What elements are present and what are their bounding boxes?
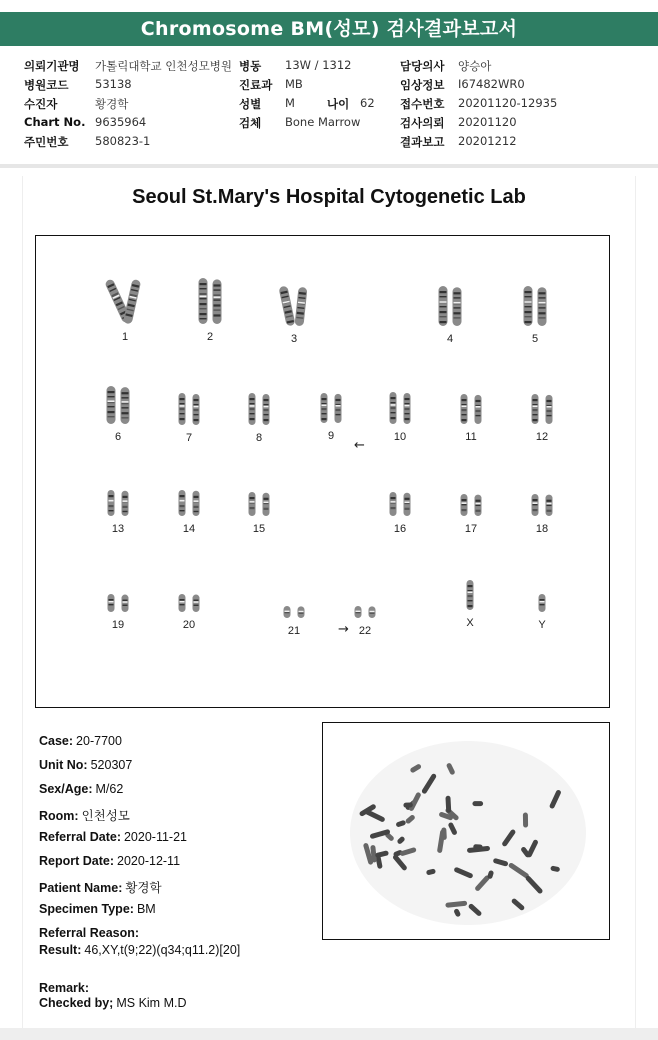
chromosome-pair-18 bbox=[532, 494, 553, 535]
chromosome-label: 1 bbox=[121, 331, 129, 343]
chromosome-label: 15 bbox=[252, 523, 266, 535]
chromosome-label: Y bbox=[538, 619, 546, 631]
chromosome-pair-17 bbox=[461, 494, 482, 535]
referral-date-row: Referral Date: 2020-11-21 bbox=[39, 830, 187, 844]
remark-row: Remark: bbox=[39, 981, 90, 995]
doctor-label: 담당의사 bbox=[400, 59, 445, 73]
clinical-label: 임상정보 bbox=[400, 78, 445, 92]
chromosome-pair-21 bbox=[284, 606, 305, 637]
receipt-label: 접수번호 bbox=[400, 97, 445, 111]
metaphase-chromosome bbox=[403, 802, 413, 807]
age-label: 나이 bbox=[327, 97, 350, 111]
lab-title: Seoul St.Mary's Hospital Cytogenetic Lab bbox=[132, 186, 526, 208]
chromosome-pair-5 bbox=[524, 286, 547, 345]
dept-label: 진료과 bbox=[239, 78, 273, 92]
specimen-type-row: Specimen Type: BM bbox=[39, 902, 156, 916]
arrow-22-icon: → bbox=[338, 622, 349, 637]
chromosome-pair-11 bbox=[461, 394, 482, 443]
chromosome-pair-1 bbox=[104, 278, 141, 343]
metaphase-chromosome bbox=[523, 812, 528, 827]
ward-value: 13W / 1312 bbox=[285, 58, 352, 72]
sexage-row: Sex/Age: M/62 bbox=[39, 782, 124, 796]
report-date-value: 20201212 bbox=[458, 134, 517, 148]
chromosome-pair-3 bbox=[278, 286, 307, 345]
karyogram-image bbox=[36, 236, 608, 706]
chromosome-label: 21 bbox=[287, 625, 301, 637]
request-date-value: 20201120 bbox=[458, 115, 517, 129]
chromosome-pair-4 bbox=[439, 286, 462, 345]
requester-value: 가톨릭대학교 인천성모병원 bbox=[95, 59, 232, 73]
patient-label: 수진자 bbox=[24, 97, 58, 111]
metaphase-chromosome bbox=[472, 801, 483, 806]
section-divider bbox=[0, 164, 658, 168]
referral-reason-row: Referral Reason: bbox=[39, 926, 140, 940]
chromosome-label: 13 bbox=[111, 523, 125, 535]
chromosome-label: 2 bbox=[206, 331, 214, 343]
chromosome-label: 4 bbox=[446, 333, 454, 345]
result-row: Result: 46,XY,t(9;22)(q34;q11.2)[20] bbox=[39, 943, 241, 957]
case-row: Case: 20-7700 bbox=[39, 734, 122, 748]
chromosome-pair-8 bbox=[249, 393, 270, 444]
request-date-label: 검사의뢰 bbox=[400, 116, 445, 130]
specimen-label: 검체 bbox=[239, 116, 262, 130]
patient-info-table bbox=[0, 56, 658, 156]
receipt-value: 20201120-12935 bbox=[458, 96, 558, 110]
arrow-9-icon: ← bbox=[354, 438, 365, 453]
chromosome-label: 9 bbox=[327, 430, 335, 442]
chromosome-pair-13 bbox=[108, 490, 129, 535]
chart-label: Chart No. bbox=[24, 115, 86, 129]
chromosome-label: 8 bbox=[255, 432, 263, 444]
id-value: 580823-1 bbox=[95, 134, 151, 148]
report-date-row: Report Date: 2020-12-11 bbox=[39, 854, 181, 868]
requester-label: 의뢰기관명 bbox=[24, 59, 80, 73]
chromosome-pair-6 bbox=[107, 386, 130, 443]
report-date-label: 결과보고 bbox=[400, 135, 445, 149]
chromosome-label: 11 bbox=[465, 431, 477, 443]
chromosome-label: 18 bbox=[535, 523, 549, 535]
chromosome-pair-12 bbox=[532, 394, 553, 443]
chromosome-label: 7 bbox=[185, 432, 193, 444]
unit-row: Unit No: 520307 bbox=[39, 758, 133, 772]
chromosome-label: 19 bbox=[111, 619, 125, 631]
chromosome-pair-19 bbox=[108, 594, 129, 631]
specimen-value: Bone Marrow bbox=[285, 115, 361, 129]
doctor-value: 양승아 bbox=[458, 59, 492, 73]
metaphase-panel bbox=[322, 722, 610, 940]
chromosome-pair-X bbox=[466, 580, 474, 629]
chromosome-label: 22 bbox=[358, 625, 372, 637]
sex-label: 성별 bbox=[239, 97, 262, 111]
chromosome-pair-16 bbox=[390, 492, 411, 535]
chromosome-pair-9 bbox=[321, 393, 342, 442]
chromosome-label: 12 bbox=[535, 431, 549, 443]
chromosome-label: 16 bbox=[393, 523, 407, 535]
chromosome-label: 6 bbox=[114, 431, 122, 443]
chart-value: 9635964 bbox=[95, 115, 147, 129]
metaphase-chromosome bbox=[473, 844, 483, 849]
room-row: Room: 인천성모 bbox=[39, 809, 130, 823]
chromosome-pair-20 bbox=[179, 594, 200, 631]
chromosome-label: 10 bbox=[393, 431, 407, 443]
bottom-strip bbox=[0, 1028, 658, 1040]
chromosome-label: X bbox=[466, 617, 474, 629]
checked-by-row: Checked by; MS Kim M.D bbox=[39, 996, 187, 1010]
metaphase-image bbox=[323, 723, 608, 938]
dept-value: MB bbox=[285, 77, 303, 91]
chromosome-pair-14 bbox=[179, 490, 200, 535]
chromosome-label: 20 bbox=[182, 619, 196, 631]
sex-value: M bbox=[285, 96, 295, 110]
chromosome-pair-15 bbox=[249, 492, 270, 535]
chromosome-pair-22 bbox=[355, 606, 376, 637]
chromosome-pair-2 bbox=[199, 278, 222, 343]
chromosome-pair-7 bbox=[179, 393, 200, 444]
clinical-value: I67482WR0 bbox=[458, 77, 525, 91]
hospital-code-label: 병원코드 bbox=[24, 78, 69, 92]
age-value: 62 bbox=[360, 96, 375, 110]
ward-label: 병동 bbox=[239, 59, 262, 73]
chromosome-pair-10 bbox=[390, 392, 411, 443]
report-title: Chromosome BM(성모) 검사결과보고서 bbox=[0, 12, 658, 46]
chromosome-pair-Y bbox=[538, 594, 546, 631]
patient-value: 황경학 bbox=[95, 97, 129, 111]
patient-name-row: Patient Name: 황경학 bbox=[39, 881, 162, 895]
chromosome-label: 3 bbox=[290, 333, 298, 345]
id-label: 주민번호 bbox=[24, 135, 69, 149]
chromosome-label: 17 bbox=[464, 523, 478, 535]
chromosome-label: 14 bbox=[182, 523, 196, 535]
karyogram-panel bbox=[35, 235, 610, 708]
metaphase-chromosome bbox=[445, 796, 451, 813]
hospital-code-value: 53138 bbox=[95, 77, 132, 91]
chromosome-label: 5 bbox=[531, 333, 539, 345]
